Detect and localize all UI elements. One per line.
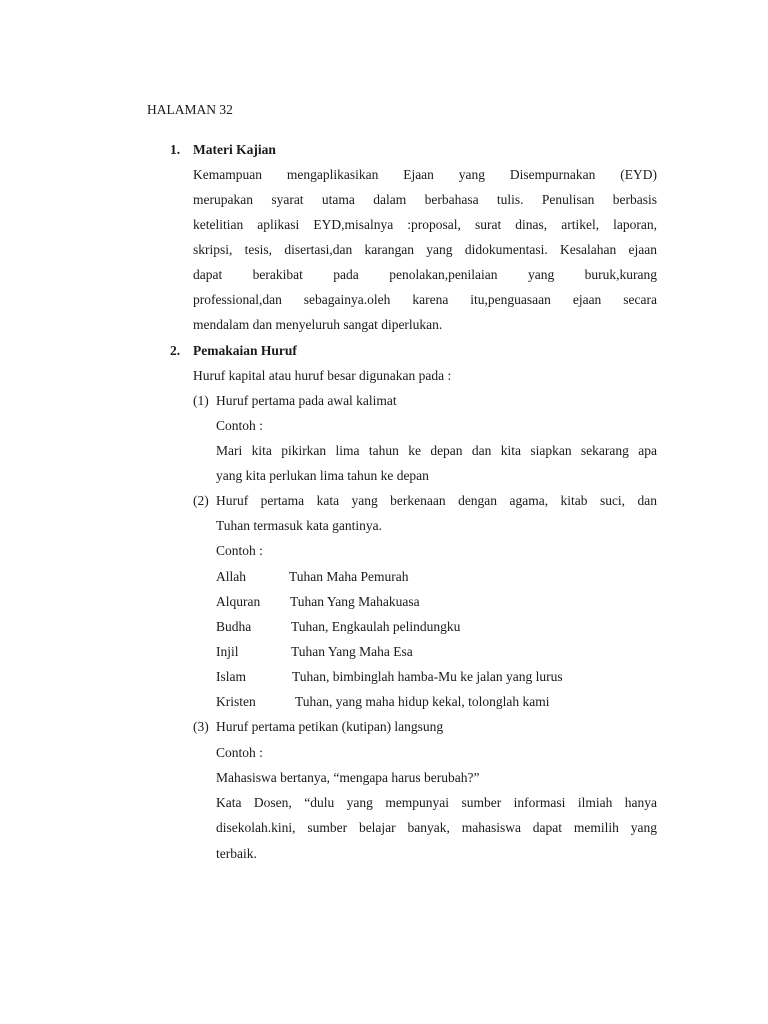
item-2-contoh: Contoh : [216,543,263,558]
item-2-text-line: Tuhan termasuk kata gantinya. [216,518,382,533]
section-1-line: mendalam dan menyeluruh sangat diperlukan. [193,317,443,332]
example-desc: Tuhan, Engkaulah pelindungku [291,619,461,634]
section-1-number: 1. [170,142,181,157]
item-1-text: Huruf pertama pada awal kalimat [216,393,397,408]
item-2-text-line: Huruf pertama kata yang berkenaan dengan agama, kitab suci, dan [216,493,657,508]
section-2-number: 2. [170,343,181,358]
item-2-number: (2) [193,493,209,508]
example-desc: Tuhan, bimbinglah hamba-Mu ke jalan yang lurus [292,669,563,684]
example-term: Kristen [216,694,256,709]
page-header-title: HALAMAN 32 [147,102,233,117]
item-3-number: (3) [193,719,209,734]
item-1-contoh: Contoh : [216,418,263,433]
example-desc: Tuhan Maha Pemurah [289,569,409,584]
example-term: Injil [216,644,239,659]
section-1-heading: Materi Kajian [193,142,276,157]
example-term: Islam [216,669,246,684]
example-desc: Tuhan Yang Mahakuasa [290,594,420,609]
item-1-example-line: Mari kita pikirkan lima tahun ke depan dan kita siapkan sekarang apa [216,443,657,458]
section-2-intro: Huruf kapital atau huruf besar digunakan pada : [193,368,452,383]
section-1-line: Kemampuan mengaplikasikan Ejaan yang Disempurnakan (EYD) [193,167,657,182]
section-1-line: merupakan syarat utama dalam berbahasa tulis. Penulisan berbasis [193,192,657,207]
item-3-example-line: terbaik. [216,846,257,861]
section-1-line: skripsi, tesis, disertasi,dan karangan yang didokumentasi. Kesalahan ejaan [193,242,657,257]
section-1-line: ketelitian aplikasi EYD,misalnya :proposal, surat dinas, artikel, laporan, [193,217,657,232]
item-3-example-line: Mahasiswa bertanya, “mengapa harus berubah?” [216,770,480,785]
item-1-number: (1) [193,393,209,408]
item-3-contoh: Contoh : [216,745,263,760]
section-1-line: dapat berakibat pada penolakan,penilaian yang buruk,kurang [193,267,657,282]
example-term: Allah [216,569,246,584]
item-3-text: Huruf pertama petikan (kutipan) langsung [216,719,444,734]
example-desc: Tuhan, yang maha hidup kekal, tolonglah kami [295,694,550,709]
item-3-example-line: disekolah.kini, sumber belajar banyak, mahasiswa dapat memilih yang [216,820,657,835]
section-1-line: professional,dan sebagainya.oleh karena itu,penguasaan ejaan secara [193,292,657,307]
item-1-example-line: yang kita perlukan lima tahun ke depan [216,468,429,483]
section-2-heading: Pemakaian Huruf [193,343,297,358]
item-3-example-line: Kata Dosen, “dulu yang mempunyai sumber informasi ilmiah hanya [216,795,657,810]
example-term: Alquran [216,594,261,609]
example-desc: Tuhan Yang Maha Esa [291,644,413,659]
example-term: Budha [216,619,252,634]
